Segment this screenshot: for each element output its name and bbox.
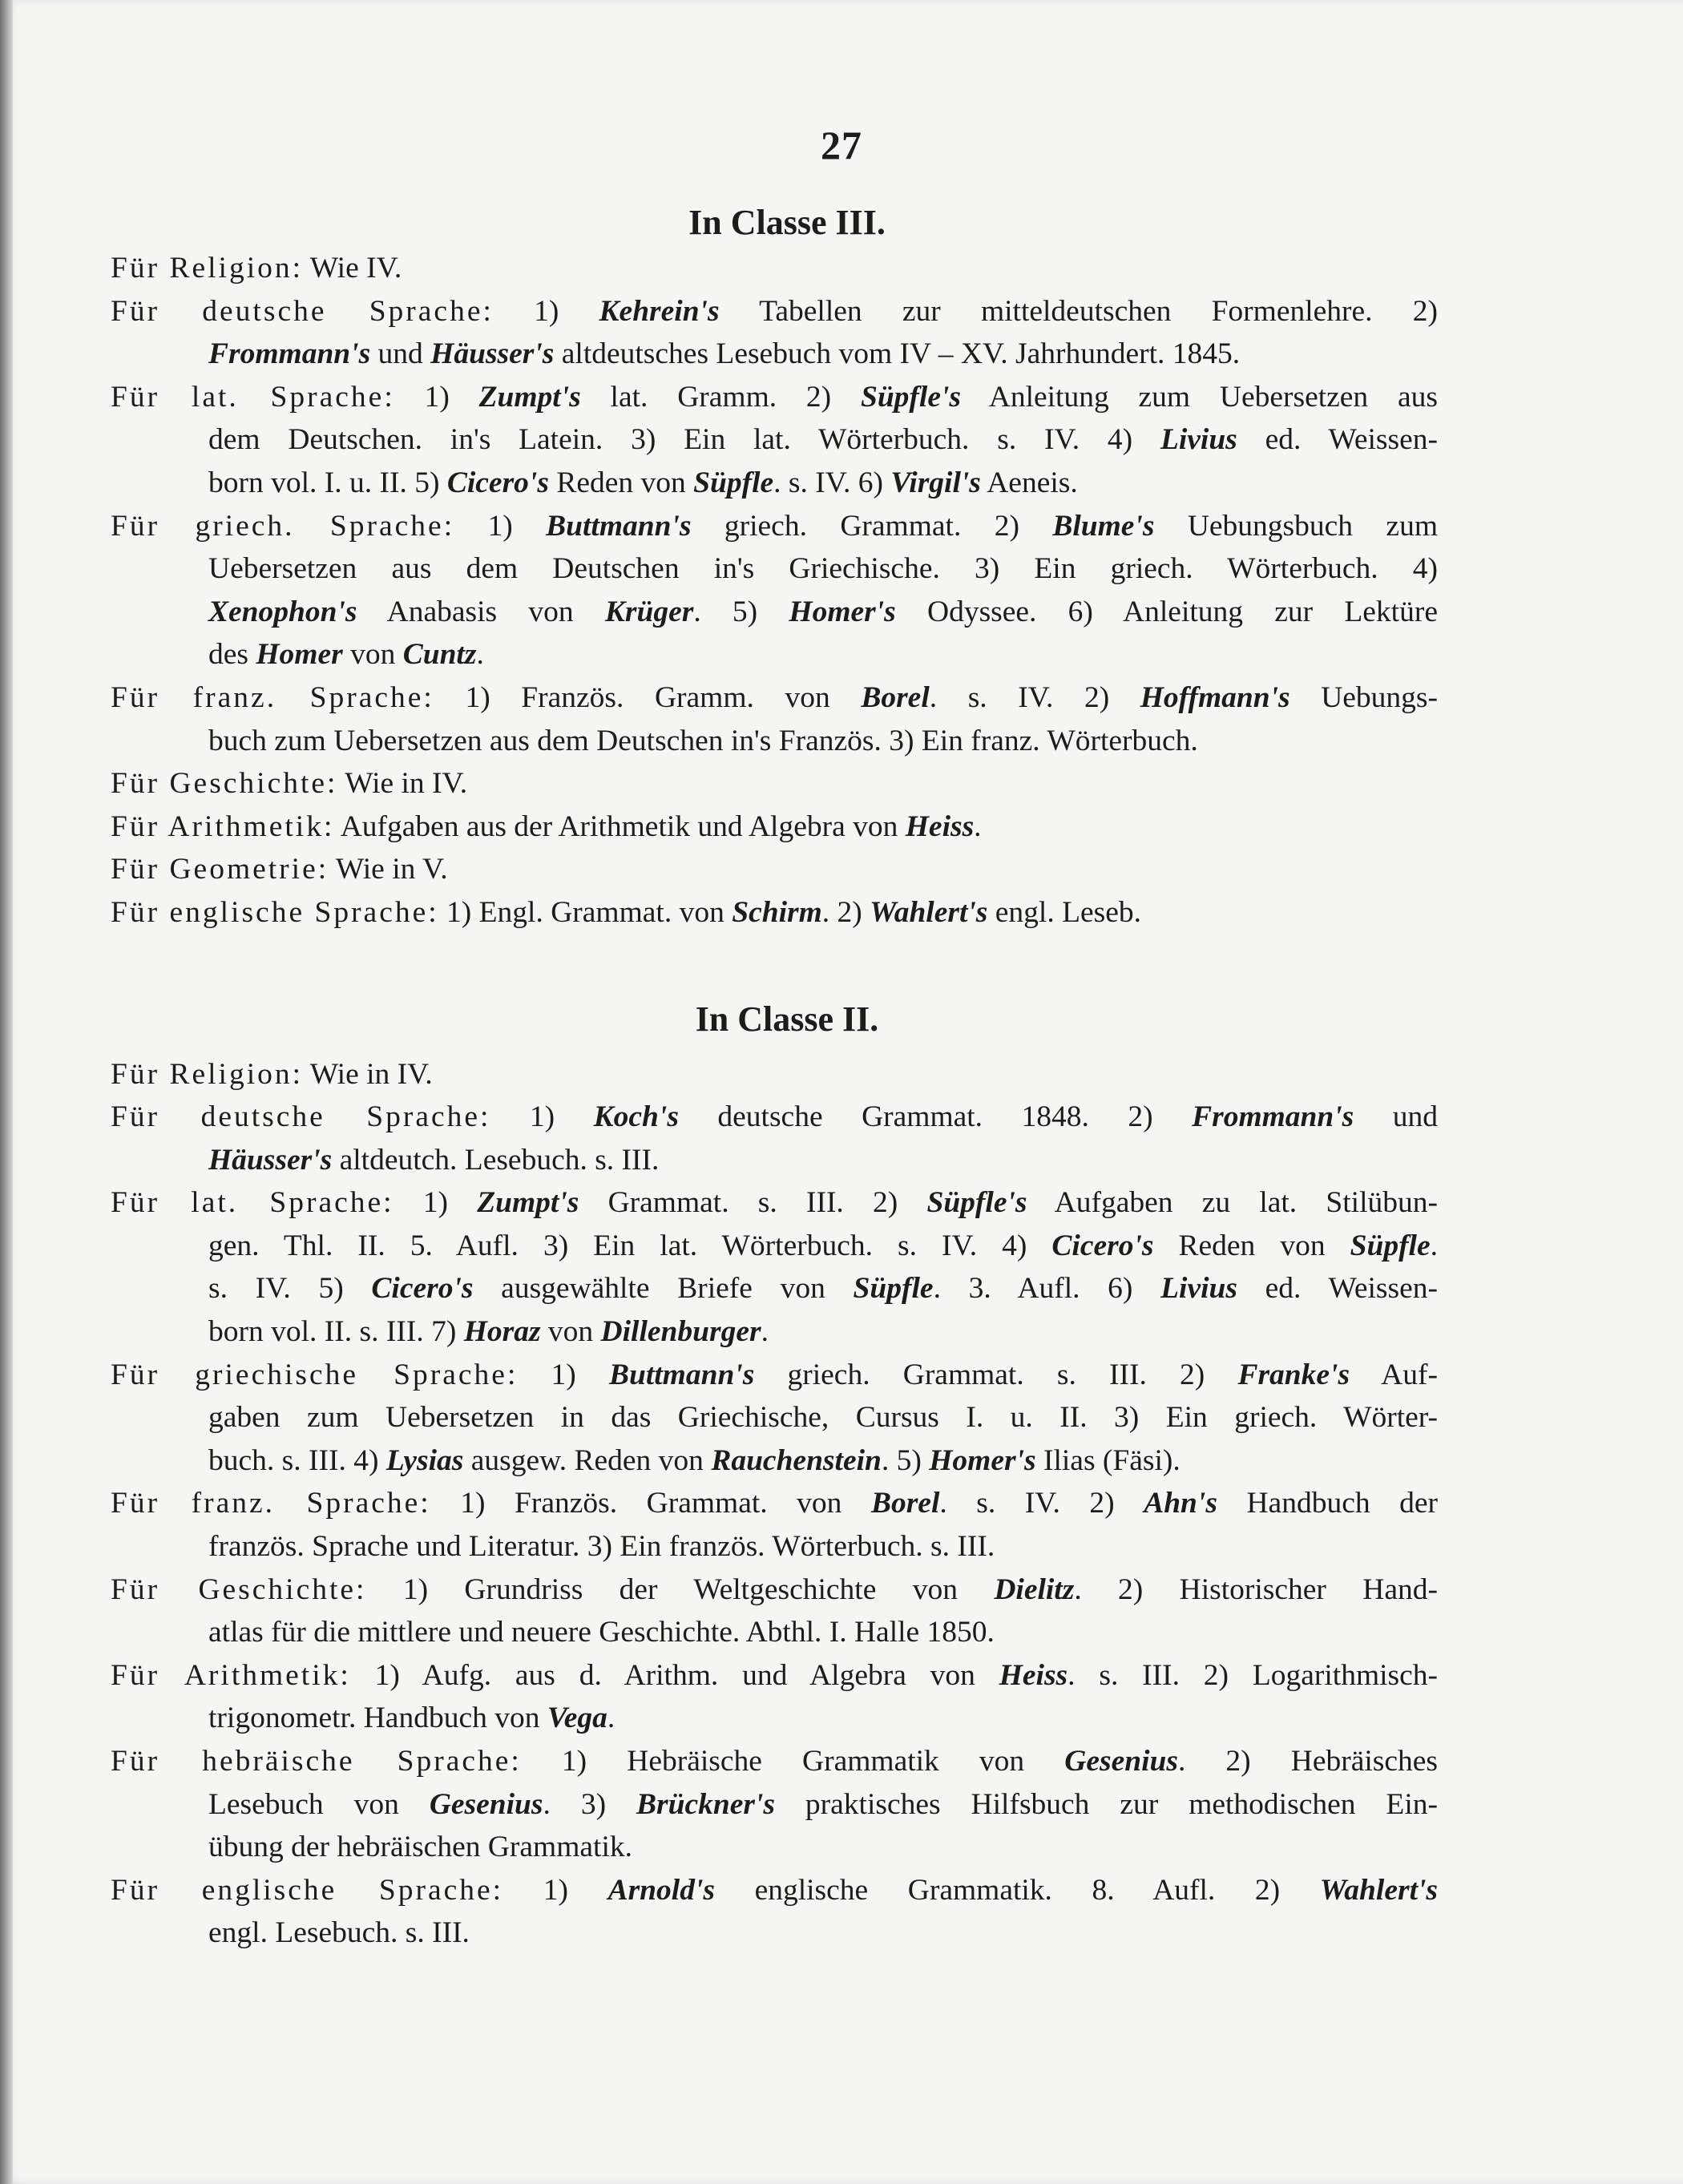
author-name: Borel [861, 680, 930, 714]
entry-text: 1) [534, 294, 599, 328]
author-name: Cicero's [1051, 1229, 1154, 1262]
subject-label: Für Arithmetik: [111, 1658, 351, 1692]
author-name: Süpfle [1350, 1229, 1431, 1262]
subject-entry [111, 1482, 1438, 1568]
author-name: Häusser's [208, 1143, 333, 1177]
author-name: Arnold's [607, 1873, 715, 1907]
author-name: Homer [256, 638, 343, 672]
subject-label: Für Geometrie: [111, 853, 329, 886]
entry-text: Tabellen zur mitteldeutschen Formenlehre. 2) [719, 294, 1438, 328]
entry-text: . [607, 1702, 615, 1735]
subject-entry [111, 805, 1438, 849]
entry-text: Wie IV. [309, 252, 402, 285]
subject-entry [111, 1568, 1438, 1654]
entry-text: Uebersetzen aus dem Deutschen in's Griechische. 3) Ein griech. Wörterbuch. 4) [208, 552, 1438, 586]
entry-text: Grammat. s. III. 2) [579, 1186, 927, 1220]
author-name: Kehrein's [599, 294, 720, 328]
author-name: Heiss [905, 809, 975, 843]
entry-text: engl. Lesebuch. s. III. [208, 1916, 470, 1950]
entry-text: . 2) [821, 895, 870, 929]
page-content [111, 199, 1438, 1955]
entry-text: Wie in V. [335, 853, 448, 886]
entry-text: lat. Gramm. 2) [580, 380, 861, 414]
entry-text: praktisches Hilfsbuch zur methodischen Ein- [774, 1787, 1438, 1821]
subject-label: Für Religion: [111, 252, 304, 285]
subject-entry [111, 1096, 1438, 1181]
entry-text: Uebungsbuch zum [1154, 509, 1438, 543]
entry-line [111, 1826, 1438, 1869]
entry-line [111, 1869, 1438, 1912]
entry-text: buch. s. III. 4) [208, 1443, 386, 1477]
author-name: Buttmann's [608, 1358, 755, 1391]
subject-entry [111, 762, 1438, 805]
entry-text: trigonometr. Handbuch von [208, 1702, 547, 1735]
entry-text: altdeutsches Lesebuch vom IV – XV. Jahrhundert. 1845. [554, 337, 1241, 371]
entry-text: . 2) Historischer Hand- [1074, 1572, 1438, 1606]
author-name: Lysias [385, 1443, 464, 1477]
author-name: Gesenius [429, 1787, 543, 1821]
entry-text: . [974, 809, 982, 843]
entry-line [111, 247, 1438, 290]
author-name: Vega [547, 1702, 607, 1735]
entry-text: . 5) [693, 595, 789, 628]
subject-label: Für griechische Sprache: [111, 1358, 519, 1391]
subject-label: Für lat. Sprache: [111, 380, 395, 414]
entry-line [111, 1396, 1438, 1439]
author-name: Brückner's [636, 1787, 775, 1821]
entry-line [111, 1912, 1438, 1955]
subject-label: Für Geschichte: [111, 1572, 367, 1606]
entry-text: 1) [543, 1873, 608, 1907]
entry-text: buch zum Uebersetzen aus dem Deutschen in's Französ. 3) Ein franz. Wörterbuch. [208, 724, 1198, 757]
entry-text: französ. Sprache und Literatur. 3) Ein französ. Wörterbuch. s. III. [208, 1530, 995, 1564]
entry-line [111, 1568, 1438, 1612]
subject-label: Für Arithmetik: [111, 809, 335, 843]
author-name: Süpfle [853, 1272, 934, 1306]
entry-text: dem Deutschen. in's Latein. 3) Ein lat. Wörterbuch. s. IV. 4) [208, 423, 1160, 457]
author-name: Cicero's [371, 1272, 474, 1306]
author-name: Ahn's [1144, 1487, 1217, 1520]
author-name: Frommann's [208, 337, 371, 371]
author-name: Buttmann's [546, 509, 692, 543]
author-name: Dillenburger [600, 1315, 761, 1349]
subject-label: Für lat. Sprache: [111, 1186, 394, 1220]
entry-text: Wie in IV. [345, 767, 468, 801]
author-name: Homer's [789, 595, 896, 628]
classe-section [111, 995, 1438, 1955]
entry-text: 1) [422, 1186, 478, 1220]
entry-text: und [1354, 1100, 1439, 1134]
entry-line [111, 676, 1438, 720]
entry-text: . s. IV. 2) [929, 680, 1140, 714]
entry-line [111, 290, 1438, 333]
author-name: Livius [1160, 1272, 1237, 1306]
entry-line [111, 1611, 1438, 1654]
entry-text: Reden von [548, 466, 694, 499]
subject-entry [111, 290, 1438, 376]
entry-line [111, 462, 1438, 505]
entry-text: . 2) Hebräisches [1177, 1745, 1438, 1778]
entry-text: ausgewählte Briefe von [473, 1272, 854, 1306]
entry-line [111, 591, 1438, 634]
entry-text: 1) [424, 380, 479, 414]
entry-text: Aeneis. [980, 466, 1078, 499]
author-name: Süpfle [693, 466, 774, 499]
subject-label: Für franz. Sprache: [111, 1487, 431, 1520]
entry-text: von [540, 1315, 601, 1349]
author-name: Virgil's [890, 466, 981, 499]
entry-text: . 5) [881, 1443, 930, 1477]
entry-line [111, 1697, 1438, 1740]
classe-section [111, 199, 1438, 935]
author-name: Heiss [999, 1658, 1068, 1692]
entry-text: des [208, 638, 256, 672]
entry-text: 1) [529, 1100, 594, 1134]
entry-text: 1) [487, 509, 547, 543]
entry-text: Uebungs- [1289, 680, 1439, 714]
author-name: Krüger [604, 595, 694, 628]
entry-line [111, 633, 1438, 676]
entry-line [111, 1654, 1438, 1698]
author-name: Livius [1160, 423, 1237, 457]
entry-line [111, 1310, 1438, 1354]
entry-text: gaben zum Uebersetzen in das Griechische, Cursus I. u. II. 3) Ein griech. Wörter- [208, 1401, 1438, 1435]
author-name: Zumpt's [477, 1186, 579, 1220]
author-name: Borel [870, 1487, 940, 1520]
entry-line [111, 1096, 1438, 1139]
subject-label: Für Geschichte: [111, 767, 338, 801]
entry-text: 1) Französ. Grammat. von [460, 1487, 871, 1520]
entry-line [111, 720, 1438, 763]
entry-text: Handbuch der [1217, 1487, 1438, 1520]
author-name: Schirm [732, 895, 822, 929]
author-name: Homer's [929, 1443, 1036, 1477]
entry-line [111, 1139, 1438, 1182]
entry-text: 1) Französ. Gramm. von [465, 680, 862, 714]
subject-entry [111, 891, 1438, 935]
entry-text: Odyssee. 6) Anleitung zur Lektüre [895, 595, 1438, 628]
author-name: Cuntz [402, 638, 477, 672]
section-heading: In Classe III. [688, 203, 886, 242]
entry-text: deutsche Grammat. 1848. 2) [678, 1100, 1193, 1134]
subject-entry [111, 505, 1438, 676]
entry-text: Ilias (Fäsi). [1035, 1443, 1181, 1477]
entry-line [111, 1783, 1438, 1827]
entry-text: . [476, 638, 484, 672]
subject-entry [111, 848, 1438, 891]
subject-entry [111, 1053, 1438, 1096]
entry-text: 1) Grundriss der Weltgeschichte von [402, 1572, 995, 1606]
subject-entry [111, 376, 1438, 505]
entry-line [111, 1482, 1438, 1525]
author-name: Rauchenstein [711, 1443, 882, 1477]
entry-text: . s. IV. 2) [939, 1487, 1144, 1520]
author-name: Wahlert's [870, 895, 988, 929]
author-name: Xenophon's [208, 595, 357, 628]
entry-text: . 3. Aufl. 6) [933, 1272, 1161, 1306]
subject-entry [111, 1354, 1438, 1483]
entry-text: 1) [551, 1358, 609, 1391]
entry-text: Lesebuch von [208, 1787, 430, 1821]
page-number: 27 [821, 123, 862, 168]
section-heading: In Classe II. [695, 999, 879, 1039]
entry-text: engl. Leseb. [987, 895, 1142, 929]
subject-entry [111, 1869, 1438, 1955]
entry-text: ausgew. Reden von [463, 1443, 712, 1477]
entry-text: 1) Aufg. aus d. Arithm. und Algebra von [374, 1658, 999, 1692]
author-name: Franke's [1237, 1358, 1350, 1391]
author-name: Blume's [1052, 509, 1155, 543]
subject-label: Für Religion: [111, 1057, 304, 1091]
subject-entry [111, 676, 1438, 762]
entry-text: englische Grammatik. 8. Aufl. 2) [714, 1873, 1320, 1907]
entry-line [111, 1267, 1438, 1310]
entry-text: Aufgaben aus der Arithmetik und Algebra von [340, 809, 906, 843]
entry-line [111, 505, 1438, 548]
entry-line [111, 805, 1438, 849]
entry-line [111, 1525, 1438, 1568]
entry-text: Anabasis von [357, 595, 605, 628]
author-name: Cicero's [446, 466, 549, 499]
subject-entry [111, 247, 1438, 290]
entry-text: born vol. I. u. II. 5) [208, 466, 447, 499]
subject-entry [111, 1181, 1438, 1353]
subject-entry [111, 1740, 1438, 1869]
entry-text: übung der hebräischen Grammatik. [208, 1831, 632, 1864]
author-name: Frommann's [1192, 1100, 1354, 1134]
entry-text: griech. Grammat. 2) [691, 509, 1053, 543]
entry-text: griech. Grammat. s. III. 2) [754, 1358, 1238, 1391]
author-name: Horaz [463, 1315, 541, 1349]
entry-line [111, 1439, 1438, 1483]
entry-text: atlas für die mittlere und neuere Geschichte. Abthl. I. Halle 1850. [208, 1616, 995, 1649]
entry-text: . s. III. 2) Logarithmisch- [1068, 1658, 1439, 1692]
author-name: Zumpt's [478, 380, 581, 414]
entry-line [111, 762, 1438, 805]
page-binding-edge [0, 0, 13, 2184]
entry-text: altdeutch. Lesebuch. s. III. [332, 1143, 660, 1177]
author-name: Dielitz [994, 1572, 1075, 1606]
author-name: Süpfle's [860, 380, 961, 414]
subject-label: Für griech. Sprache: [111, 509, 455, 543]
entry-text: born vol. II. s. III. 7) [208, 1315, 464, 1349]
entry-line [111, 891, 1438, 935]
entry-line [111, 1740, 1438, 1783]
entry-line [111, 1225, 1438, 1268]
entry-text: . 3) [543, 1787, 636, 1821]
entry-text: 1) Hebräische Grammatik von [561, 1745, 1065, 1778]
entry-text: . [1430, 1229, 1438, 1262]
entry-line [111, 848, 1438, 891]
author-name: Süpfle's [926, 1186, 1027, 1220]
subject-label: Für deutsche Sprache: [111, 294, 494, 328]
entry-text: . s. IV. 6) [773, 466, 891, 499]
entry-text: von [342, 638, 403, 672]
author-name: Koch's [593, 1100, 679, 1134]
entry-text: ed. Weissen- [1237, 1272, 1438, 1306]
entry-line [111, 418, 1438, 462]
entry-text: Wie in IV. [309, 1057, 433, 1091]
entry-line [111, 333, 1438, 376]
entry-text: Aufgaben zu lat. Stilübun- [1027, 1186, 1438, 1220]
entry-text: Reden von [1153, 1229, 1350, 1262]
entry-text: 1) Engl. Grammat. von [446, 895, 733, 929]
entry-text: Auf- [1350, 1358, 1438, 1391]
entry-text: ed. Weissen- [1237, 423, 1438, 457]
author-name: Wahlert's [1319, 1873, 1439, 1907]
entry-text: Anleitung zum Uebersetzen aus [961, 380, 1438, 414]
entry-line [111, 1053, 1438, 1096]
entry-text: und [370, 337, 431, 371]
author-name: Gesenius [1064, 1745, 1178, 1778]
entry-line [111, 376, 1438, 419]
subject-label: Für englische Sprache: [111, 895, 439, 929]
author-name: Häusser's [430, 337, 555, 371]
subject-label: Für englische Sprache: [111, 1873, 504, 1907]
entry-text: . [761, 1315, 769, 1349]
entry-text: s. IV. 5) [208, 1272, 372, 1306]
subject-label: Für deutsche Sprache: [111, 1100, 491, 1134]
author-name: Hoffmann's [1140, 680, 1290, 714]
entry-line [111, 1181, 1438, 1225]
entry-line [111, 1354, 1438, 1397]
entry-line [111, 547, 1438, 591]
subject-label: Für hebräische Sprache: [111, 1745, 522, 1778]
subject-label: Für franz. Sprache: [111, 680, 434, 714]
entry-text: gen. Thl. II. 5. Aufl. 3) Ein lat. Wörterbuch. s. IV. 4) [208, 1229, 1052, 1262]
subject-entry [111, 1654, 1438, 1740]
